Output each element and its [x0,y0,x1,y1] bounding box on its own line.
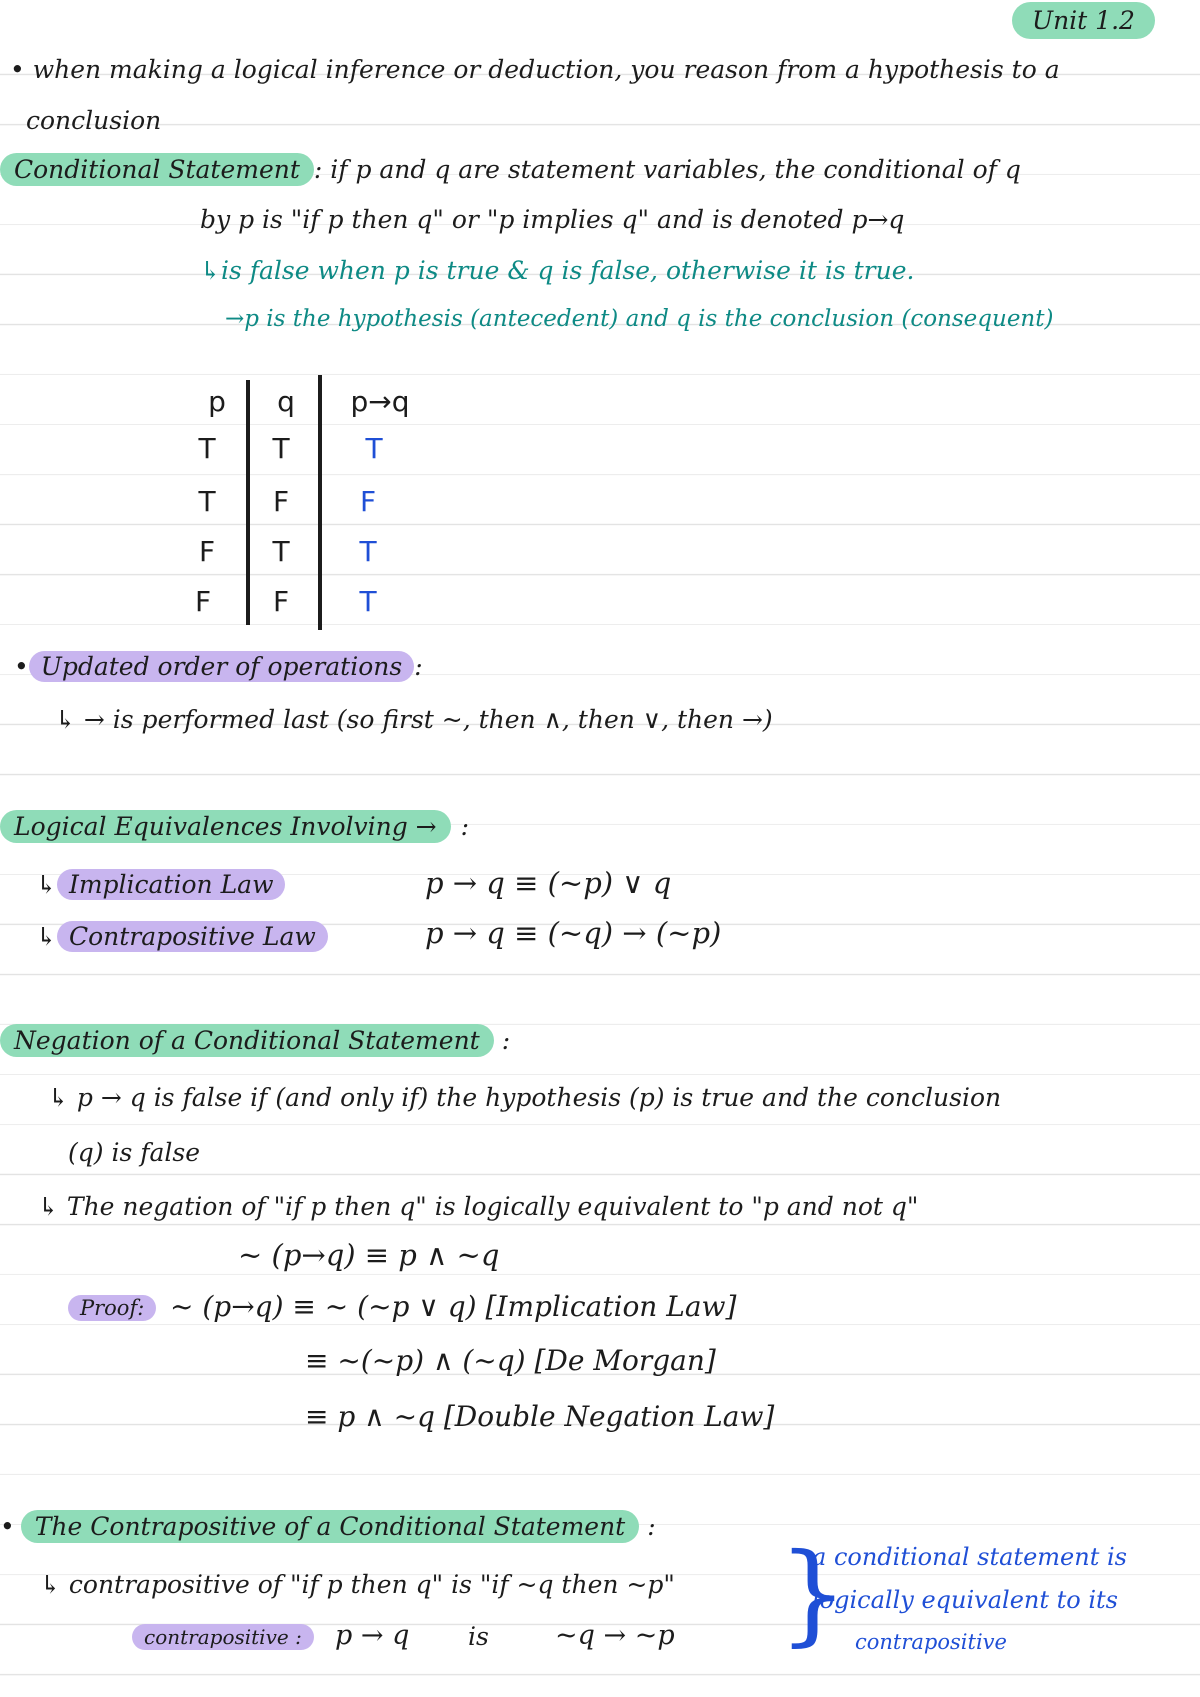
table-cell: F [198,535,216,568]
table-divider-1 [246,380,250,625]
table-cell: F [272,585,290,618]
contrapositive-rhs: ~q → ~p [555,1620,675,1651]
contrapositive-note-3: contrapositive [855,1630,1007,1654]
hypothesis-note: →p is the hypothesis (antecedent) and q is the conclusion (consequent) [225,306,1054,332]
table-cell: F [272,485,290,518]
intro-line-1 [10,55,1060,84]
contrapositive-law-label: Contrapositive Law [57,921,328,952]
prefix: ↳ [36,922,57,951]
colon: : [501,1026,511,1055]
contrapositive-is: is [468,1622,489,1651]
contrapositive-law-row [36,922,328,951]
equivalences-heading-row [0,812,469,841]
conditional-heading: Conditional Statement [0,153,314,186]
contrapositive-heading-row [0,1512,656,1541]
bullet: • [14,652,29,681]
implication-law-formula: p → q ≡ (~p) ∨ q [425,866,672,900]
table-cell: F [194,585,212,618]
negation-heading-row [0,1026,510,1055]
bullet: • [0,1512,15,1541]
table-cell-result: F [359,485,377,518]
colon: : [460,812,470,841]
proof-label: Proof: [68,1295,156,1321]
negation-heading: Negation of a Conditional Statement [0,1024,494,1057]
table-divider-2 [318,375,322,630]
contrapositive-lhs: p → q [335,1620,410,1651]
contrapositive-label: contrapositive : [132,1624,314,1650]
equivalences-heading: Logical Equivalences Involving → [0,810,451,843]
header-q: q [277,385,295,418]
contrapositive-label-wrap [132,1625,314,1649]
table-cell: T [198,485,216,518]
table-cell: T [272,535,290,568]
proof-label-wrap [68,1296,156,1320]
negation-formula: ~ (p→q) ≡ p ∧ ~q [238,1238,500,1272]
proof-step-2: ≡ ~(~p) ∧ (~q) [De Morgan] [305,1344,716,1377]
right-brace-icon: } [778,1529,848,1657]
negation-line-1: ↳ p → q is false if (and only if) the hypothesis (p) is true and the conclusion [48,1083,1002,1112]
conditional-definition-2: by p is "if p then q" or "p implies q" and is denoted p→q [200,205,905,234]
table-cell-result: T [359,585,377,618]
intro-text: when making a logical inference or deduction, you reason from a hypothesis to a [32,55,1060,84]
contrapositive-note-1: a conditional statement is [812,1543,1127,1571]
negation-line-3: ↳ The negation of "if p then q" is logically equivalent to "p and not q" [38,1192,919,1221]
bullet: • [10,55,25,84]
table-cell-result: T [359,535,377,568]
contrapositive-law-formula: p → q ≡ (~q) → (~p) [425,916,722,950]
proof-step-1: ~ (p→q) ≡ ~ (~p ∨ q) [Implication Law] [170,1290,737,1323]
colon: : [647,1512,656,1541]
table-cell: T [272,432,290,465]
header-p-implies-q: p→q [350,385,410,418]
conditional-definition: : if p and q are statement variables, the conditional of q [313,155,1021,184]
conditional-false-note: ↳is false when p is true & q is false, otherwise it is true. [200,256,915,285]
table-cell: T [198,432,216,465]
negation-line-2: (q) is false [68,1138,201,1167]
proof-step-3: ≡ p ∧ ~q [Double Negation Law] [305,1400,775,1433]
implication-law-label: Implication Law [57,869,286,900]
contrapositive-line-1: ↳ contrapositive of "if p then q" is "if ~q then ~p" [40,1570,675,1599]
conditional-heading-row [0,155,1021,184]
table-cell-result: T [365,432,383,465]
implication-law-row [36,870,285,899]
unit-tag-label: Unit 1.2 [1012,2,1155,39]
intro-line-2: conclusion [26,106,162,135]
unit-tag [1012,6,1155,35]
order-ops-heading-row [14,652,423,681]
contrapositive-note-2: logically equivalent to its [812,1586,1118,1614]
colon: : [414,652,423,681]
header-p: p [208,385,226,418]
order-ops-text: ↳ → is performed last (so first ~, then ∧, then ∨, then →) [55,705,773,734]
prefix: ↳ [36,870,57,899]
order-ops-heading: Updated order of operations [29,651,414,682]
contrapositive-heading: The Contrapositive of a Conditional Statement [21,1510,639,1543]
